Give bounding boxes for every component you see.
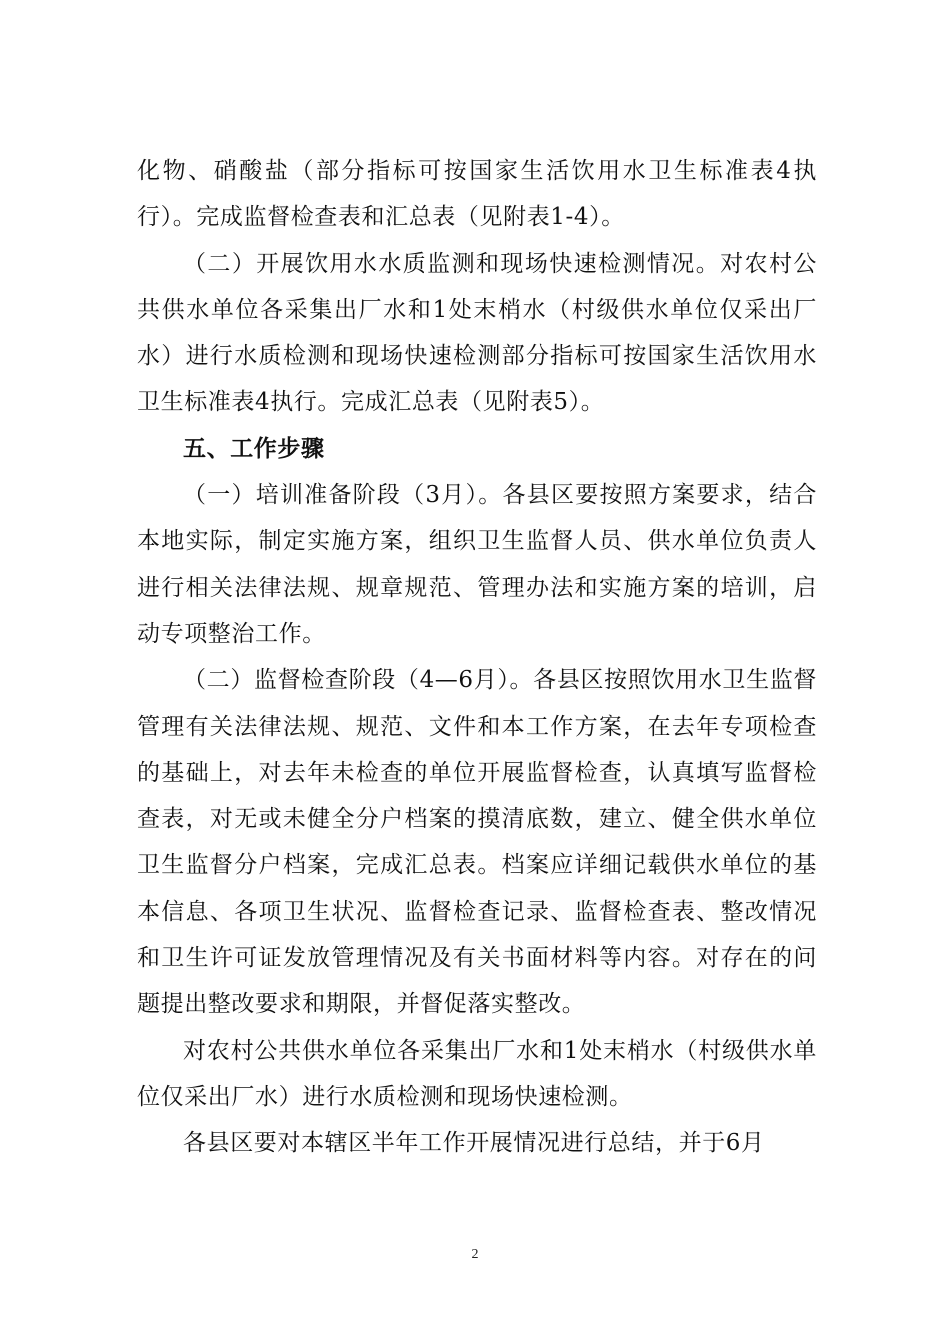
paragraph-half-year-summary: 各县区要对本辖区半年工作开展情况进行总结，并于6月	[183, 1130, 765, 1157]
section-heading-work-steps: 五、工作步骤	[183, 435, 325, 462]
paragraph-water-quality-monitoring: （二）开展饮用水水质监测和现场快速检测情况。对农村公共供水单位各采集出厂水和1处末梢水（村级供水单位仅采出厂水）进行水质检测和现场快速检测部分指标可按国家生活饮用水卫生标准表4执行。完成汇总表（见附表5）。	[137, 250, 817, 416]
paragraph-inspection-phase: （二）监督检查阶段（4—6月）。各县区按照饮用水卫生监督管理有关法律法规、规范、文件和本工作方案，在去年专项检查的基础上，对去年未检查的单位开展监督检查，认真填写监督检查表，对无或未健全分户档案的摸清底数，建立、健全供水单位卫生监督分户档案，完成汇总表。档案应详细记载供水单位的基本信息、各项卫生状况、监督检查记录、监督检查表、整改情况和卫生许可证发放管理情况及有关书面材料等内容。对存在的问题提出整改要求和期限，并督促落实整改。	[137, 667, 817, 1018]
paragraph-water-sampling: 对农村公共供水单位各采集出厂水和1处末梢水（村级供水单位仅采出厂水）进行水质检测和现场快速检测。	[137, 1037, 817, 1110]
document-body	[137, 148, 817, 1167]
paragraph-training-phase: （一）培训准备阶段（3月）。各县区要按照方案要求，结合本地实际，制定实施方案，组织卫生监督人员、供水单位负责人进行相关法律法规、规章规范、管理办法和实施方案的培训，启动专项整治工作。	[137, 482, 817, 647]
paragraph-intro-continuation: 化物、硝酸盐（部分指标可按国家生活饮用水卫生标准表4执行）。完成监督检查表和汇总表（见附表1-4）。	[137, 158, 817, 231]
page-number: 2	[471, 1247, 479, 1262]
